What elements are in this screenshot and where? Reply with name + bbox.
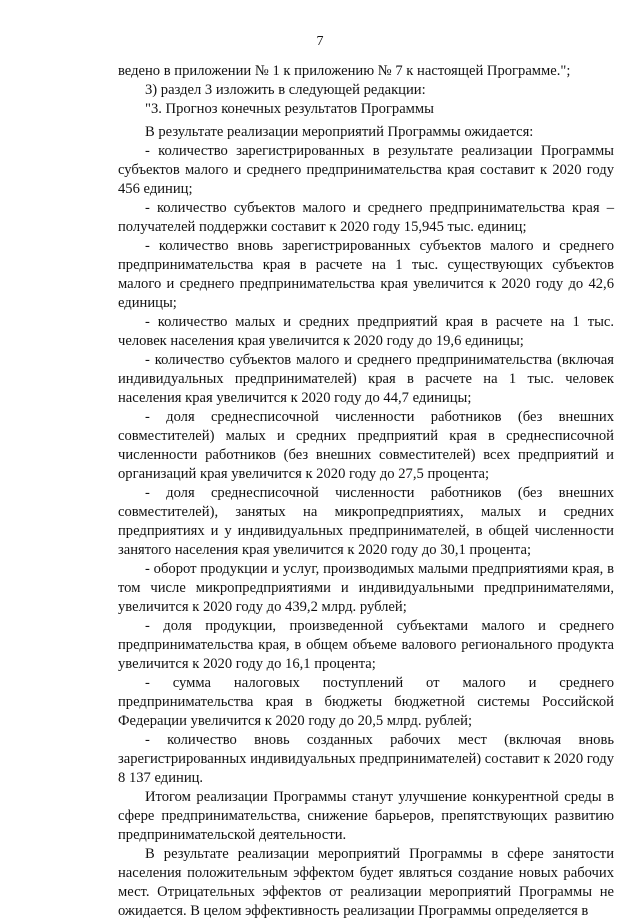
list-item: - доля среднесписочной численности работников (без внешних совместителей) малых и средних предприятий края в среднесписочной численности работников (без внешних совместителей) всех предприятий и организаций края увеличится к 2020 году до 27,5 процента; [118,409,614,482]
section-heading: "3. Прогноз конечных результатов Программы [145,101,434,117]
paragraph-continuation: ведено в приложении № 1 к приложению № 7 к настоящей Программе."; [118,63,571,79]
document-body [118,62,614,921]
list-item: - количество вновь зарегистрированных субъектов малого и среднего предпринимательства края в расчете на 1 тыс. существующих субъектов малого и среднего предпринимательства края увеличится к 2020 году до 42,6 единицы; [118,238,614,311]
paragraph-section-edit: 3) раздел 3 изложить в следующей редакции: [145,82,426,98]
list-item: - количество субъектов малого и среднего предпринимательства (включая индивидуальных предпринимателей) края в расчете на 1 тыс. человек населения края увеличится к 2020 году до 44,7 единицы; [118,352,614,406]
paragraph-intro: В результате реализации мероприятий Программы ожидается: [145,124,534,140]
paragraph-employment: В результате реализации мероприятий Программы в сфере занятости населения положительным эффектом будет являться создание новых рабочих мест. Отрицательных эффектов от реализации мероприятий Программы не ожидается. В целом эффективность реализации Программы определяется в [118,846,614,919]
paragraph-summary: Итогом реализации Программы станут улучшение конкурентной среды в сфере предпринимательства, снижение барьеров, препятствующих развитию предпринимательской деятельности. [118,789,614,843]
list-item: - оборот продукции и услуг, производимых малыми предприятиями края, в том числе микропредприятиями и индивидуальными предпринимателями, увеличится к 2020 году до 439,2 млрд. рублей; [118,561,614,615]
list-item: - доля среднесписочной численности работников (без внешних совместителей), занятых на микропредприятиях, малых и средних предприятиях и у индивидуальных предпринимателей, в общей численности занятого населения края увеличится к 2020 году до 30,1 процента; [118,485,614,558]
list-item: - сумма налоговых поступлений от малого и среднего предпринимательства края в бюджеты бюджетной системы Российской Федерации увеличится к 2020 году до 20,5 млрд. рублей; [118,675,614,729]
list-item: - количество малых и средних предприятий края в расчете на 1 тыс. человек населения края увеличится к 2020 году до 19,6 единицы; [118,314,614,349]
list-item: - количество субъектов малого и среднего предпринимательства края – получателей поддержки составит к 2020 году 15,945 тыс. единиц; [118,200,614,235]
list-item: - количество зарегистрированных в результате реализации Программы субъектов малого и среднего предпринимательства края составит к 2020 году 456 единиц; [118,143,614,197]
list-item: - доля продукции, произведенной субъектами малого и среднего предпринимательства края, в общем объеме валового регионального продукта увеличится к 2020 году до 16,1 процента; [118,618,614,672]
page-number: 7 [316,34,324,49]
list-item: - количество вновь созданных рабочих мест (включая вновь зарегистрированных индивидуальных предпринимателей) составит к 2020 году 8 137 единиц. [118,732,614,786]
